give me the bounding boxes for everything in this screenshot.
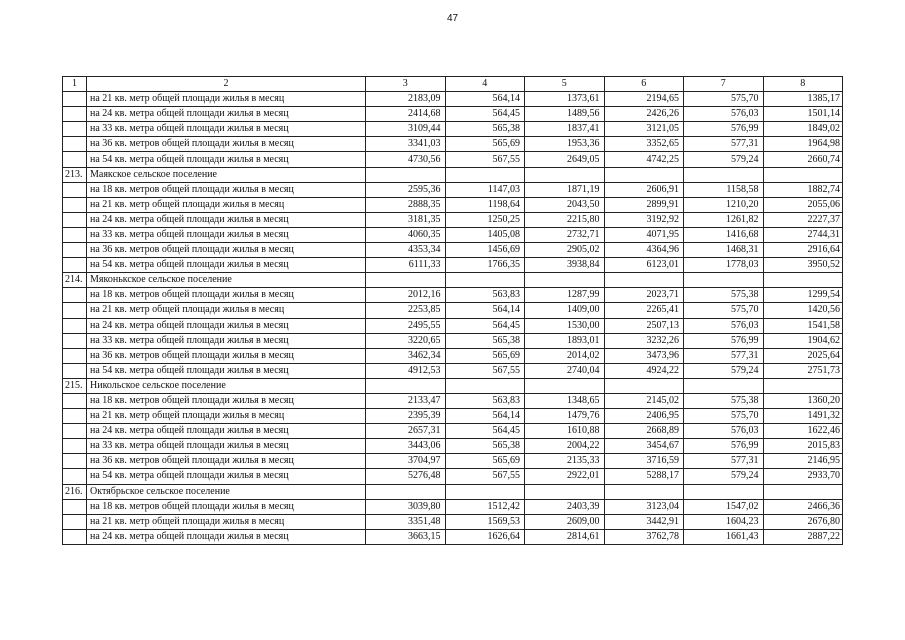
empty-cell	[63, 333, 87, 348]
section-title: Октябрьское сельское поселение	[87, 484, 366, 499]
section-header-row	[63, 484, 843, 499]
value-cell: 1198,64	[445, 197, 525, 212]
value-cell: 3341,03	[366, 137, 446, 152]
value-cell: 2227,37	[763, 212, 843, 227]
table-row	[63, 303, 843, 318]
value-cell: 565,38	[445, 333, 525, 348]
value-cell: 1610,88	[525, 424, 605, 439]
value-cell: 1512,42	[445, 499, 525, 514]
table-row	[63, 469, 843, 484]
row-label: на 36 кв. метров общей площади жилья в месяц	[87, 137, 366, 152]
empty-cell	[63, 424, 87, 439]
row-label: на 24 кв. метра общей площади жилья в месяц	[87, 212, 366, 227]
value-cell: 1541,58	[763, 318, 843, 333]
row-label: на 18 кв. метров общей площади жилья в месяц	[87, 288, 366, 303]
value-cell: 4742,25	[604, 152, 684, 167]
value-cell: 567,55	[445, 152, 525, 167]
value-cell: 2265,41	[604, 303, 684, 318]
value-cell: 575,70	[684, 92, 764, 107]
value-cell: 2395,39	[366, 409, 446, 424]
value-cell: 4924,22	[604, 363, 684, 378]
value-cell: 576,03	[684, 318, 764, 333]
value-cell: 4730,56	[366, 152, 446, 167]
empty-cell	[63, 454, 87, 469]
value-cell: 1405,08	[445, 227, 525, 242]
table-row	[63, 529, 843, 544]
empty-cell	[366, 378, 446, 393]
value-cell: 3950,52	[763, 258, 843, 273]
empty-cell	[763, 273, 843, 288]
column-header: 3	[366, 77, 446, 92]
value-cell: 1547,02	[684, 499, 764, 514]
value-cell: 565,69	[445, 454, 525, 469]
table-header-row	[63, 77, 843, 92]
empty-cell	[63, 107, 87, 122]
value-cell: 3442,91	[604, 514, 684, 529]
empty-cell	[525, 167, 605, 182]
value-cell: 577,31	[684, 137, 764, 152]
table-row	[63, 363, 843, 378]
value-cell: 3443,06	[366, 439, 446, 454]
value-cell: 6111,33	[366, 258, 446, 273]
value-cell: 2922,01	[525, 469, 605, 484]
section-title: Никольское сельское поселение	[87, 378, 366, 393]
value-cell: 4071,95	[604, 227, 684, 242]
value-cell: 579,24	[684, 152, 764, 167]
section-header-row	[63, 167, 843, 182]
value-cell: 3232,26	[604, 333, 684, 348]
value-cell: 1456,69	[445, 243, 525, 258]
table-row	[63, 243, 843, 258]
empty-cell	[366, 484, 446, 499]
value-cell: 2004,22	[525, 439, 605, 454]
value-cell: 2403,39	[525, 499, 605, 514]
value-cell: 3663,15	[366, 529, 446, 544]
empty-cell	[63, 318, 87, 333]
empty-cell	[63, 303, 87, 318]
value-cell: 2466,36	[763, 499, 843, 514]
value-cell: 2887,22	[763, 529, 843, 544]
empty-cell	[366, 273, 446, 288]
empty-cell	[604, 273, 684, 288]
row-label: на 33 кв. метра общей площади жилья в месяц	[87, 227, 366, 242]
row-label: на 33 кв. метра общей площади жилья в месяц	[87, 439, 366, 454]
value-cell: 1409,00	[525, 303, 605, 318]
table-row	[63, 227, 843, 242]
empty-cell	[684, 484, 764, 499]
section-title: Маякское сельское поселение	[87, 167, 366, 182]
value-cell: 567,55	[445, 363, 525, 378]
row-label: на 21 кв. метр общей площади жилья в месяц	[87, 303, 366, 318]
empty-cell	[63, 92, 87, 107]
empty-cell	[63, 227, 87, 242]
empty-cell	[684, 378, 764, 393]
value-cell: 5276,48	[366, 469, 446, 484]
value-cell: 3181,35	[366, 212, 446, 227]
table-row	[63, 333, 843, 348]
value-cell: 579,24	[684, 469, 764, 484]
row-label: на 18 кв. метров общей площади жилья в месяц	[87, 393, 366, 408]
value-cell: 1147,03	[445, 182, 525, 197]
empty-cell	[684, 273, 764, 288]
value-cell: 564,14	[445, 409, 525, 424]
value-cell: 1569,53	[445, 514, 525, 529]
value-cell: 1158,58	[684, 182, 764, 197]
row-label: на 18 кв. метров общей площади жилья в месяц	[87, 499, 366, 514]
value-cell: 2025,64	[763, 348, 843, 363]
table-row	[63, 122, 843, 137]
table-row	[63, 92, 843, 107]
empty-cell	[63, 197, 87, 212]
column-header: 1	[63, 77, 87, 92]
value-cell: 1501,14	[763, 107, 843, 122]
value-cell: 2014,02	[525, 348, 605, 363]
value-cell: 2215,80	[525, 212, 605, 227]
value-cell: 5288,17	[604, 469, 684, 484]
empty-cell	[63, 137, 87, 152]
row-label: на 36 кв. метров общей площади жилья в месяц	[87, 454, 366, 469]
value-cell: 576,99	[684, 122, 764, 137]
empty-cell	[445, 273, 525, 288]
row-label: на 21 кв. метр общей площади жилья в месяц	[87, 409, 366, 424]
table-row	[63, 137, 843, 152]
empty-cell	[604, 167, 684, 182]
empty-cell	[63, 499, 87, 514]
table-row	[63, 348, 843, 363]
row-label: на 21 кв. метр общей площади жилья в месяц	[87, 92, 366, 107]
empty-cell	[63, 258, 87, 273]
value-cell: 2676,80	[763, 514, 843, 529]
section-index: 213.	[63, 167, 87, 182]
empty-cell	[63, 439, 87, 454]
value-cell: 2135,33	[525, 454, 605, 469]
value-cell: 2253,85	[366, 303, 446, 318]
value-cell: 2606,91	[604, 182, 684, 197]
section-index: 214.	[63, 273, 87, 288]
value-cell: 577,31	[684, 348, 764, 363]
empty-cell	[63, 182, 87, 197]
empty-cell	[63, 212, 87, 227]
value-cell: 4912,53	[366, 363, 446, 378]
value-cell: 2023,71	[604, 288, 684, 303]
empty-cell	[63, 409, 87, 424]
value-cell: 2055,06	[763, 197, 843, 212]
empty-cell	[445, 378, 525, 393]
table-row	[63, 454, 843, 469]
empty-cell	[63, 363, 87, 378]
value-cell: 564,45	[445, 424, 525, 439]
empty-cell	[63, 469, 87, 484]
value-cell: 3123,04	[604, 499, 684, 514]
row-label: на 21 кв. метр общей площади жилья в месяц	[87, 197, 366, 212]
row-label: на 54 кв. метра общей площади жилья в месяц	[87, 152, 366, 167]
value-cell: 576,99	[684, 439, 764, 454]
value-cell: 2426,26	[604, 107, 684, 122]
value-cell: 3462,34	[366, 348, 446, 363]
value-cell: 2905,02	[525, 243, 605, 258]
page-number: 47	[446, 13, 459, 24]
table-row	[63, 197, 843, 212]
table-row	[63, 258, 843, 273]
value-cell: 565,69	[445, 137, 525, 152]
section-index: 215.	[63, 378, 87, 393]
table-row	[63, 182, 843, 197]
value-cell: 1287,99	[525, 288, 605, 303]
value-cell: 2649,05	[525, 152, 605, 167]
value-cell: 3109,44	[366, 122, 446, 137]
empty-cell	[63, 288, 87, 303]
value-cell: 563,83	[445, 393, 525, 408]
value-cell: 1489,56	[525, 107, 605, 122]
value-cell: 2133,47	[366, 393, 446, 408]
empty-cell	[525, 378, 605, 393]
value-cell: 564,14	[445, 303, 525, 318]
empty-cell	[63, 348, 87, 363]
value-cell: 2609,00	[525, 514, 605, 529]
value-cell: 2899,91	[604, 197, 684, 212]
row-label: на 24 кв. метра общей площади жилья в месяц	[87, 424, 366, 439]
column-header: 7	[684, 77, 764, 92]
row-label: на 36 кв. метров общей площади жилья в месяц	[87, 243, 366, 258]
empty-cell	[63, 393, 87, 408]
empty-cell	[445, 484, 525, 499]
table-row	[63, 499, 843, 514]
value-cell: 2751,73	[763, 363, 843, 378]
empty-cell	[525, 273, 605, 288]
value-cell: 1964,98	[763, 137, 843, 152]
value-cell: 1479,76	[525, 409, 605, 424]
table-row	[63, 439, 843, 454]
value-cell: 1661,43	[684, 529, 764, 544]
value-cell: 577,31	[684, 454, 764, 469]
value-cell: 2732,71	[525, 227, 605, 242]
column-header: 5	[525, 77, 605, 92]
value-cell: 6123,01	[604, 258, 684, 273]
value-cell: 1622,46	[763, 424, 843, 439]
value-cell: 2043,50	[525, 197, 605, 212]
value-cell: 575,70	[684, 303, 764, 318]
table-row	[63, 288, 843, 303]
value-cell: 1491,32	[763, 409, 843, 424]
value-cell: 3351,48	[366, 514, 446, 529]
value-cell: 1250,25	[445, 212, 525, 227]
value-cell: 2595,36	[366, 182, 446, 197]
value-cell: 1385,17	[763, 92, 843, 107]
table-row	[63, 318, 843, 333]
empty-cell	[445, 167, 525, 182]
table-row	[63, 212, 843, 227]
value-cell: 2888,35	[366, 197, 446, 212]
column-header: 6	[604, 77, 684, 92]
value-cell: 1360,20	[763, 393, 843, 408]
value-cell: 2183,09	[366, 92, 446, 107]
value-cell: 2406,95	[604, 409, 684, 424]
row-label: на 24 кв. метра общей площади жилья в месяц	[87, 529, 366, 544]
value-cell: 4060,35	[366, 227, 446, 242]
section-header-row	[63, 273, 843, 288]
value-cell: 3039,80	[366, 499, 446, 514]
value-cell: 1778,03	[684, 258, 764, 273]
row-label: на 33 кв. метра общей площади жилья в месяц	[87, 333, 366, 348]
row-label: на 18 кв. метров общей площади жилья в месяц	[87, 182, 366, 197]
value-cell: 575,38	[684, 288, 764, 303]
value-cell: 1626,64	[445, 529, 525, 544]
value-cell: 1420,56	[763, 303, 843, 318]
value-cell: 1953,36	[525, 137, 605, 152]
value-cell: 1468,31	[684, 243, 764, 258]
empty-cell	[763, 167, 843, 182]
value-cell: 2146,95	[763, 454, 843, 469]
value-cell: 3454,67	[604, 439, 684, 454]
empty-cell	[63, 529, 87, 544]
column-header: 2	[87, 77, 366, 92]
value-cell: 564,45	[445, 318, 525, 333]
value-cell: 565,38	[445, 122, 525, 137]
row-label: на 24 кв. метра общей площади жилья в месяц	[87, 107, 366, 122]
row-label: на 54 кв. метра общей площади жилья в месяц	[87, 258, 366, 273]
empty-cell	[63, 243, 87, 258]
value-cell: 4353,34	[366, 243, 446, 258]
value-cell: 1261,82	[684, 212, 764, 227]
tariff-table	[62, 76, 843, 545]
table-body	[63, 92, 843, 545]
value-cell: 576,03	[684, 107, 764, 122]
value-cell: 1882,74	[763, 182, 843, 197]
value-cell: 567,55	[445, 469, 525, 484]
value-cell: 2660,74	[763, 152, 843, 167]
value-cell: 563,83	[445, 288, 525, 303]
value-cell: 4364,96	[604, 243, 684, 258]
column-header: 4	[445, 77, 525, 92]
value-cell: 3220,65	[366, 333, 446, 348]
value-cell: 565,38	[445, 439, 525, 454]
row-label: на 54 кв. метра общей площади жилья в месяц	[87, 469, 366, 484]
value-cell: 2814,61	[525, 529, 605, 544]
empty-cell	[63, 514, 87, 529]
value-cell: 3762,78	[604, 529, 684, 544]
value-cell: 575,38	[684, 393, 764, 408]
value-cell: 2507,13	[604, 318, 684, 333]
value-cell: 1904,62	[763, 333, 843, 348]
empty-cell	[684, 167, 764, 182]
empty-cell	[763, 484, 843, 499]
section-index: 216.	[63, 484, 87, 499]
value-cell: 3352,65	[604, 137, 684, 152]
value-cell: 565,69	[445, 348, 525, 363]
section-title: Мяконькское сельское поселение	[87, 273, 366, 288]
value-cell: 2657,31	[366, 424, 446, 439]
value-cell: 1530,00	[525, 318, 605, 333]
value-cell: 1604,23	[684, 514, 764, 529]
empty-cell	[63, 122, 87, 137]
value-cell: 3704,97	[366, 454, 446, 469]
value-cell: 575,70	[684, 409, 764, 424]
value-cell: 1373,61	[525, 92, 605, 107]
value-cell: 2668,89	[604, 424, 684, 439]
value-cell: 564,45	[445, 107, 525, 122]
value-cell: 1849,02	[763, 122, 843, 137]
value-cell: 1210,20	[684, 197, 764, 212]
value-cell: 2015,83	[763, 439, 843, 454]
value-cell: 2194,65	[604, 92, 684, 107]
value-cell: 3473,96	[604, 348, 684, 363]
value-cell: 1348,65	[525, 393, 605, 408]
value-cell: 1416,68	[684, 227, 764, 242]
row-label: на 21 кв. метр общей площади жилья в месяц	[87, 514, 366, 529]
table-row	[63, 152, 843, 167]
empty-cell	[604, 484, 684, 499]
value-cell: 2414,68	[366, 107, 446, 122]
table-row	[63, 424, 843, 439]
value-cell: 576,99	[684, 333, 764, 348]
value-cell: 2145,02	[604, 393, 684, 408]
value-cell: 2744,31	[763, 227, 843, 242]
value-cell: 2740,04	[525, 363, 605, 378]
table-row	[63, 409, 843, 424]
value-cell: 576,03	[684, 424, 764, 439]
empty-cell	[63, 152, 87, 167]
row-label: на 33 кв. метра общей площади жилья в месяц	[87, 122, 366, 137]
value-cell: 564,14	[445, 92, 525, 107]
value-cell: 1299,54	[763, 288, 843, 303]
value-cell: 3716,59	[604, 454, 684, 469]
table-row	[63, 514, 843, 529]
value-cell: 1837,41	[525, 122, 605, 137]
column-header: 8	[763, 77, 843, 92]
value-cell: 2933,70	[763, 469, 843, 484]
value-cell: 2012,16	[366, 288, 446, 303]
value-cell: 579,24	[684, 363, 764, 378]
row-label: на 54 кв. метра общей площади жилья в месяц	[87, 363, 366, 378]
value-cell: 3938,84	[525, 258, 605, 273]
empty-cell	[604, 378, 684, 393]
empty-cell	[366, 167, 446, 182]
value-cell: 1893,01	[525, 333, 605, 348]
section-header-row	[63, 378, 843, 393]
table-row	[63, 107, 843, 122]
table-row	[63, 393, 843, 408]
value-cell: 2916,64	[763, 243, 843, 258]
empty-cell	[763, 378, 843, 393]
row-label: на 36 кв. метров общей площади жилья в месяц	[87, 348, 366, 363]
empty-cell	[525, 484, 605, 499]
value-cell: 3192,92	[604, 212, 684, 227]
value-cell: 1766,35	[445, 258, 525, 273]
value-cell: 3121,05	[604, 122, 684, 137]
value-cell: 2495,55	[366, 318, 446, 333]
value-cell: 1871,19	[525, 182, 605, 197]
row-label: на 24 кв. метра общей площади жилья в месяц	[87, 318, 366, 333]
